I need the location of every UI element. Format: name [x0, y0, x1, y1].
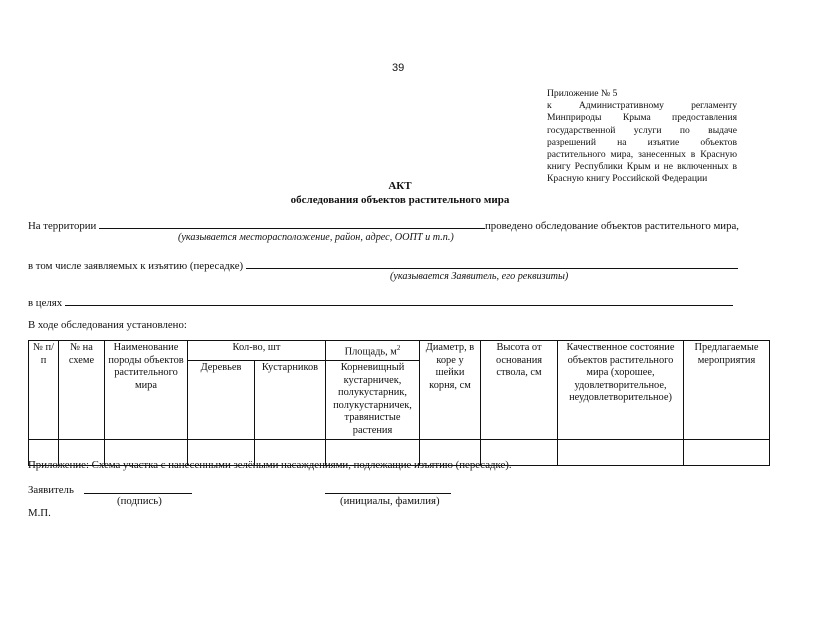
col-qty-header: Кол-во, шт — [188, 341, 326, 361]
purpose-input-line[interactable] — [65, 295, 733, 306]
col-area-header — [326, 341, 420, 361]
signature-line[interactable] — [84, 483, 192, 494]
territory-hint: (указывается месторасположение, район, адрес, ООПТ и т.п.) — [178, 232, 454, 243]
purpose-label: в целях — [28, 297, 63, 309]
col-height-header: Высота от основания ствола, см — [481, 341, 558, 440]
applicant-hint: (указывается Заявитель, его реквизиты) — [390, 271, 569, 282]
territory-row — [28, 218, 739, 232]
applicant-signature-label: Заявитель — [28, 484, 74, 496]
territory-suffix: проведено обследование объектов растительного мира, — [485, 220, 739, 232]
territory-label: На территории — [28, 220, 97, 232]
name-line[interactable] — [325, 483, 451, 494]
col-trees-header: Деревьев — [188, 361, 255, 440]
doc-subtitle: обследования объектов растительного мира — [290, 194, 510, 206]
table-cell[interactable] — [684, 439, 770, 465]
col-area-sub-header: Корневищный кустарничек, полукустарник, полукустарничек, травянистые растения — [326, 361, 420, 440]
stamp-label: М.П. — [28, 507, 51, 519]
area-unit-superscript: 2 — [396, 344, 401, 352]
table-header-row-1 — [29, 341, 770, 361]
survey-table — [28, 340, 770, 466]
col-name-header: Наименование породы объектов растительного мира — [105, 341, 188, 440]
applicant-row — [28, 258, 738, 272]
territory-input-line[interactable] — [99, 218, 485, 229]
attachment-note: Приложение: Схема участка с нанесенными зелёными насаждениями, подлежащие изъятию (пересадке). — [28, 459, 512, 471]
appendix-block — [547, 88, 737, 186]
name-hint: (инициалы, фамилия) — [340, 495, 440, 507]
applicant-signature-row — [28, 484, 74, 496]
col-state-header: Качественное состояние объектов растительного мира (хорошее, удовлетворительное, неудовлетворительное) — [558, 341, 684, 440]
signature-hint: (подпись) — [117, 495, 162, 507]
table-cell[interactable] — [558, 439, 684, 465]
col-number-header: № п/п — [29, 341, 59, 440]
doc-title: АКТ — [388, 180, 412, 192]
appendix-title: Приложение № 5 — [547, 88, 618, 99]
appendix-body: к Административному регламенту Минприроды Крыма предоставления государственной услуги по выдаче разрешений на изъятие объектов растительного мира, занесенных в Красную книгу Республики Крым и не включенных в Красную книгу Российской Федерации — [547, 100, 737, 185]
purpose-row — [28, 295, 733, 309]
applicant-label: в том числе заявляемых к изъятию (пересадке) — [28, 260, 244, 272]
applicant-input-line[interactable] — [246, 258, 738, 269]
col-measures-header: Предлагаемые мероприятия — [684, 341, 770, 440]
page-number: 39 — [392, 62, 405, 74]
col-scheme-header: № на схеме — [59, 341, 105, 440]
col-shrubs-header: Кустарников — [255, 361, 326, 440]
area-header-label: Площадь, м — [344, 346, 397, 358]
col-diameter-header: Диаметр, в коре у шейки корня, см — [420, 341, 481, 440]
established-label: В ходе обследования установлено: — [28, 319, 187, 331]
